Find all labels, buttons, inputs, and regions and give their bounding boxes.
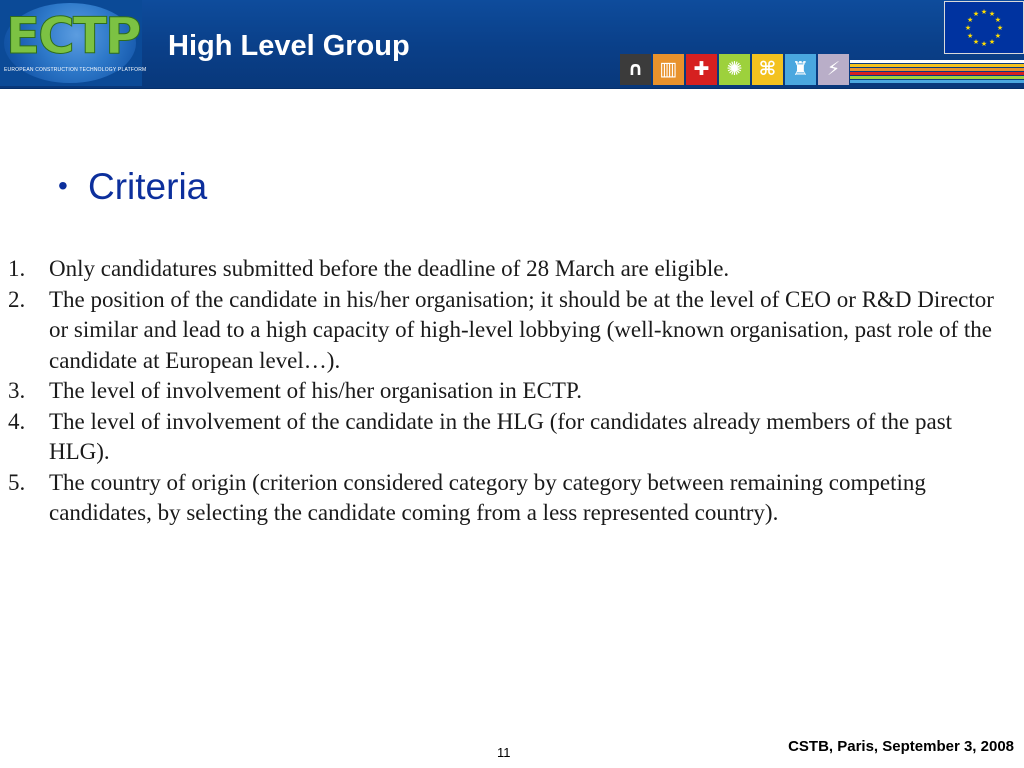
eu-star-icon: ★ — [980, 9, 988, 16]
color-stripe — [850, 64, 1024, 67]
eu-star-icon: ★ — [980, 41, 988, 48]
cross-icon: ✚ — [686, 54, 717, 85]
network-icon: ⌘ — [752, 54, 783, 85]
criteria-number: 1. — [8, 256, 26, 281]
criteria-text: Only candidatures submitted before the deadline of 28 March are eligible. — [49, 256, 730, 281]
logo-text: ECTP — [6, 7, 140, 65]
eu-star-icon: ★ — [967, 33, 974, 40]
figure-icon: ♜ — [785, 54, 816, 85]
eu-star-icon: ★ — [988, 38, 996, 46]
color-stripe — [850, 80, 1024, 83]
criteria-item — [8, 285, 1018, 377]
eu-star-icon: ★ — [964, 25, 972, 32]
sun-icon: ✺ — [719, 54, 750, 85]
eu-star-icon: ★ — [972, 11, 980, 19]
criteria-text: The level of involvement of his/her organisation in ECTP. — [49, 378, 582, 403]
pictogram-row — [620, 54, 851, 88]
criteria-text: The position of the candidate in his/her organisation; it should be at the level of CEO or R&D Director or similar and lead to a high capacity of high-level lobbying (well-known organisation, past role of the candidate at European level…). — [49, 286, 994, 373]
criteria-item — [8, 407, 1018, 468]
criteria-number: 4. — [8, 408, 26, 434]
slide-title: High Level Group — [168, 30, 410, 62]
color-stripe — [850, 60, 1024, 63]
criteria-number: 2. — [8, 286, 26, 312]
bullet-label: Criteria — [88, 166, 208, 207]
satellite-icon: ⚡ — [818, 54, 849, 85]
footer-note: CSTB, Paris, September 3, 2008 — [788, 738, 1014, 755]
eu-star-icon: ★ — [967, 17, 974, 24]
eu-star-icon: ★ — [972, 38, 980, 46]
criteria-number: 3. — [8, 378, 26, 403]
criteria-number: 5. — [8, 469, 26, 495]
tunnel-icon: ∩ — [620, 54, 651, 85]
eu-star-icon: ★ — [988, 11, 996, 19]
bullet-dot-icon: • — [58, 170, 68, 201]
color-stripe — [850, 68, 1024, 71]
city-icon: ▥ — [653, 54, 684, 85]
eu-star-icon: ★ — [994, 17, 1001, 24]
criteria-text: The country of origin (criterion considered category by category between remaining competing candidates, by selecting the candidate coming from a less represented country). — [49, 469, 926, 525]
ectp-logo — [0, 0, 147, 86]
criteria-list — [8, 254, 1018, 529]
criteria-item — [8, 254, 1018, 285]
criteria-item — [8, 376, 1018, 407]
logo-subtitle: EUROPEAN CONSTRUCTION TECHNOLOGY PLATFORM — [4, 67, 147, 73]
color-stripe — [850, 76, 1024, 79]
bullet-criteria — [58, 166, 207, 208]
criteria-item — [8, 468, 1018, 529]
eu-star-icon: ★ — [994, 33, 1001, 40]
criteria-text: The level of involvement of the candidate in the HLG (for candidates already members of the past HLG). — [49, 408, 953, 464]
header-banner — [0, 0, 1024, 89]
page-number: 11 — [497, 745, 511, 760]
eu-star-icon: ★ — [996, 25, 1004, 32]
eu-flag-icon — [944, 1, 1024, 54]
color-stripe — [850, 72, 1024, 75]
